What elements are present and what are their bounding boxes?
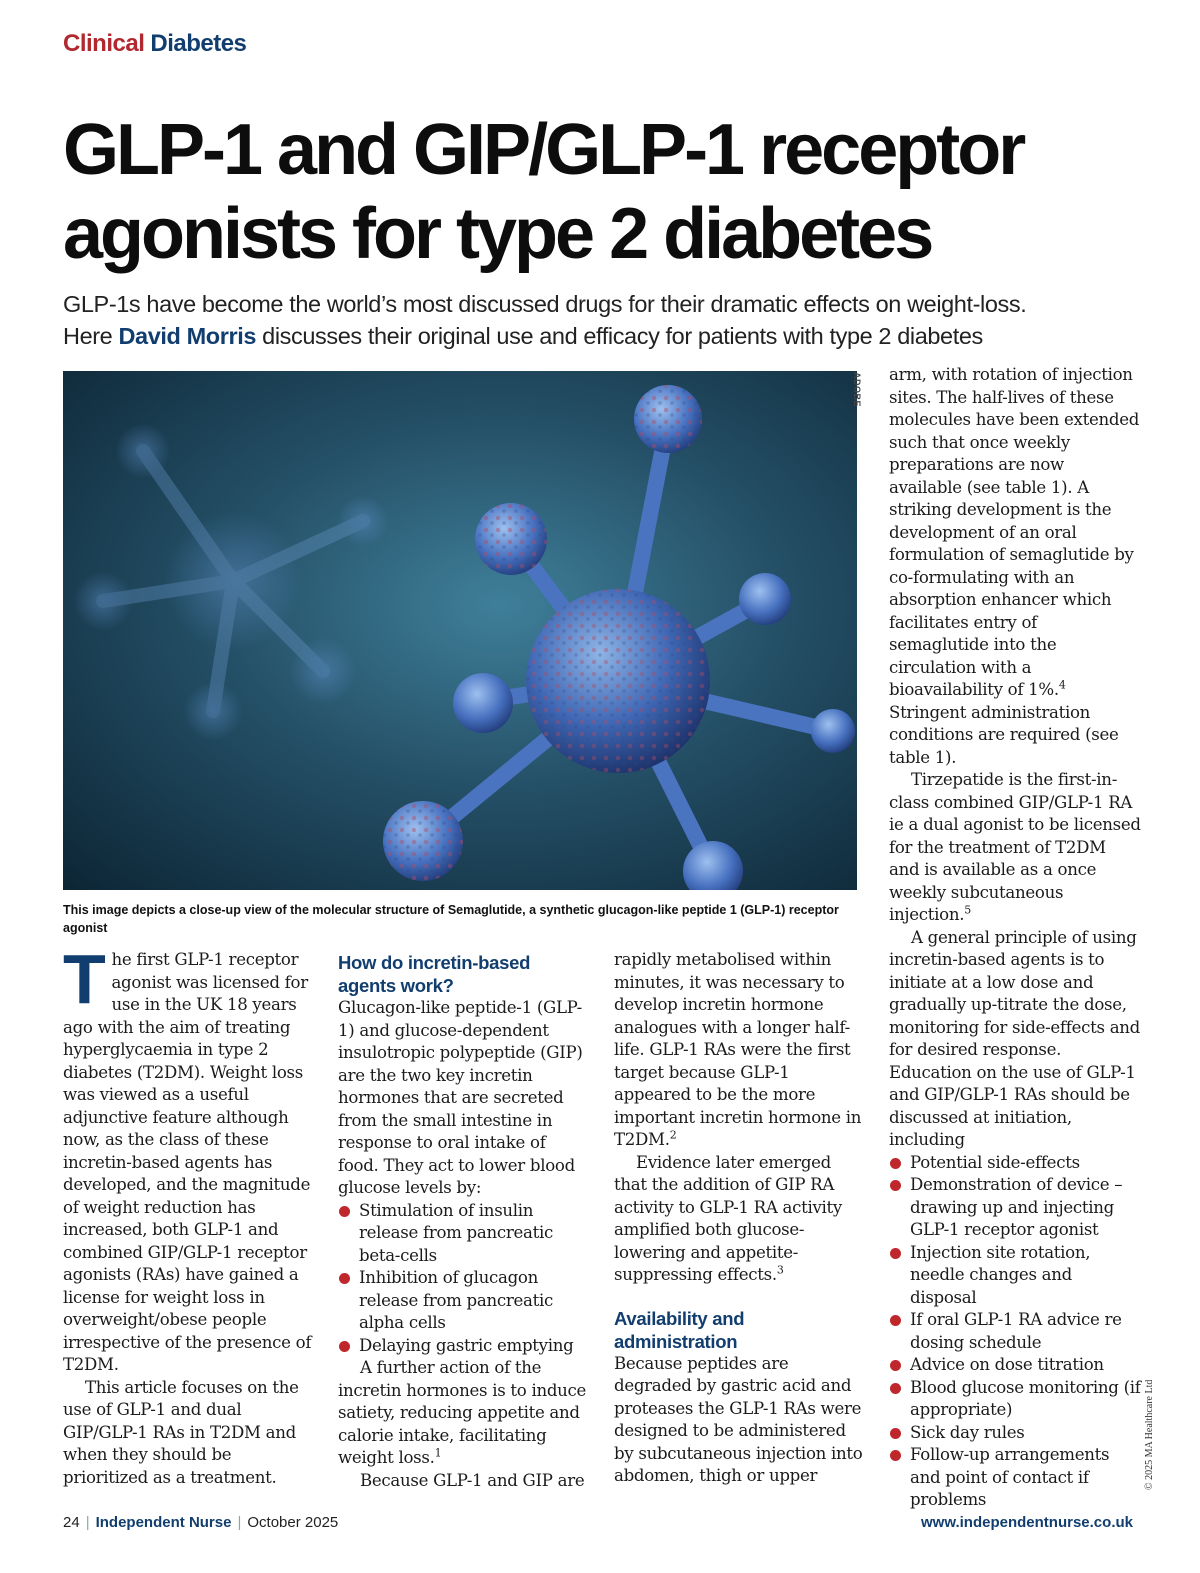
drop-cap: T xyxy=(63,940,106,1018)
brand-part-a: Independent xyxy=(95,1514,185,1531)
paragraph: A general principle of using incretin-based agents is to initiate at a low dose and gradually up-titrate the dose, monitoring for side-effects and for desired response. Education on the use of GLP-1 and GIP/GLP-1 RAs should be discussed at initiation, including xyxy=(889,927,1140,1149)
paragraph-text: Stringent administration conditions are required (see table 1). xyxy=(889,702,1119,767)
standfirst xyxy=(63,288,1153,352)
molecule-illustration xyxy=(63,371,857,890)
standfirst-line-1: GLP-1s have become the world’s most discussed drugs for their dramatic effects on weight-loss. xyxy=(63,291,1027,317)
paragraph xyxy=(889,769,1141,927)
list-item: Injection site rotation, needle changes and disposal xyxy=(889,1242,1141,1310)
standfirst-here: Here xyxy=(63,323,113,349)
standfirst-line-2 xyxy=(63,320,1153,352)
page-number: 24 xyxy=(63,1514,80,1531)
column-4 xyxy=(889,364,1141,1512)
subheading-incretin: How do incretin-based agents work? xyxy=(338,952,531,996)
reference-marker: 1 xyxy=(434,1446,442,1460)
section-category: Clinical xyxy=(63,30,145,57)
list-item: Advice on dose titration xyxy=(889,1354,1141,1377)
list-item: Sick day rules xyxy=(889,1422,1141,1445)
hero-image xyxy=(63,371,857,890)
paragraph: This article focuses on the use of GLP-1 and dual GIP/GLP-1 RAs in T2DM and when they should be prioritized as a treatment. xyxy=(63,1377,299,1487)
subheading-availability: Availability and administration xyxy=(614,1307,745,1352)
paragraph-text: Tirzepatide is the first-in-class combined GIP/GLP-1 RA ie a dual agonist to be licensed for the treatment of T2DM and is available as a once weekly subcutaneous injection. xyxy=(889,770,1141,924)
brand-part-b: Nurse xyxy=(188,1514,232,1531)
list-item: Follow-up arrangements and point of contact if problems xyxy=(889,1444,1141,1512)
paragraph: Glucagon-like peptide-1 (GLP-1) and glucose-dependent insulotropic polypeptide (GIP) are the two key incretin hormones that are secreted from the small intestine in response to oral intake of food. They act to lower blood glucose levels by: xyxy=(338,998,583,1197)
footer-left xyxy=(63,1514,338,1531)
paragraph: Because GLP-1 and GIP are xyxy=(360,1470,585,1490)
website-link[interactable]: www.independentnurse.co.uk xyxy=(921,1514,1133,1531)
bullet-list-actions xyxy=(338,1200,590,1358)
paragraph-text: rapidly metabolised within minutes, it was necessary to develop incretin hormone analogues with a longer half-life. GLP-1 RAs were the first target because GLP-1 appeared to be the more important incretin hormone in T2DM. xyxy=(614,950,862,1149)
list-item: Blood glucose monitoring (if appropriate) xyxy=(889,1377,1141,1422)
image-caption: This image depicts a close-up view of the molecular structure of Semaglutide, a synthetic glucagon-like peptide 1 (GLP-1) receptor agonist xyxy=(63,903,839,935)
list-item: Inhibition of glucagon release from pancreatic alpha cells xyxy=(338,1267,590,1335)
reference-marker: 5 xyxy=(964,903,971,917)
headline-line-1: GLP-1 and GIP/GLP-1 receptor xyxy=(63,110,1024,190)
issue-date: October 2025 xyxy=(247,1514,339,1531)
paragraph-text: A further action of the incretin hormones is to induce satiety, reducing appetite and calorie intake, facilitating weight loss. xyxy=(338,1358,587,1467)
author-name: David Morris xyxy=(118,323,257,349)
section-topic: Diabetes xyxy=(150,30,247,57)
copyright-notice: © 2025 MA Healthcare Ltd xyxy=(1144,1379,1155,1490)
column-2 xyxy=(338,949,590,1492)
footer-separator: | xyxy=(85,1514,90,1531)
paragraph xyxy=(614,1152,866,1287)
section-label xyxy=(63,30,246,58)
paragraph xyxy=(338,1357,590,1470)
list-item: Stimulation of insulin release from pancreatic beta-cells xyxy=(338,1200,590,1268)
list-item: Delaying gastric emptying xyxy=(338,1335,590,1358)
footer-separator: | xyxy=(237,1514,242,1531)
paragraph: Because peptides are degraded by gastric acid and proteases the GLP-1 RAs were designed to be administered by subcutaneous injection into abdomen, thigh or upper xyxy=(614,1353,863,1485)
bullet-list-education xyxy=(889,1152,1141,1512)
headline-line-2: agonists for type 2 diabetes xyxy=(63,194,932,274)
column-1 xyxy=(63,940,313,1489)
reference-marker: 4 xyxy=(1058,678,1066,692)
paragraph-text: arm, with rotation of injection sites. The half-lives of these molecules have been extended such that once weekly preparations are now available (see table 1). A striking development is the development of an oral formulation of semaglutide by co-formulating with an absorption enhancer which facilitates entry of semaglutide into the circulation with a bioavailability of 1%. xyxy=(889,365,1140,699)
footer-brand xyxy=(96,1514,232,1531)
image-credit: ADOBE xyxy=(852,372,862,408)
paragraph-text: Evidence later emerged that the addition of GIP RA activity to GLP-1 RA activity amplified both glucose-lowering and appetite-suppressing effects. xyxy=(614,1152,843,1284)
reference-marker: 2 xyxy=(669,1128,677,1142)
reference-marker: 3 xyxy=(776,1263,784,1277)
list-item: If oral GLP-1 RA advice re dosing schedule xyxy=(889,1309,1141,1354)
paragraph xyxy=(614,949,866,1152)
intro-paragraph xyxy=(63,940,313,1377)
list-item: Potential side-effects xyxy=(889,1152,1141,1175)
list-item: Demonstration of device – drawing up and injecting GLP-1 receptor agonist xyxy=(889,1174,1141,1242)
column-3 xyxy=(614,949,866,1488)
article-headline xyxy=(63,108,1143,276)
standfirst-rest: discusses their original use and efficacy for patients with type 2 diabetes xyxy=(262,323,983,349)
intro-text: he first GLP-1 receptor agonist was licensed for use in the UK 18 years ago with the aim of treating hyperglycaemia in type 2 diabetes (T2DM). Weight loss was viewed as a useful adjunctive feature although now, as the class of these incretin-based agents has developed, and the magnitude of weight reduction has increased, both GLP-1 and combined GIP/GLP-1 receptor agonists (RAs) have gained a license for weight loss in overweight/obese people irrespective of the presence of T2DM. xyxy=(63,950,312,1374)
paragraph xyxy=(889,364,1141,769)
